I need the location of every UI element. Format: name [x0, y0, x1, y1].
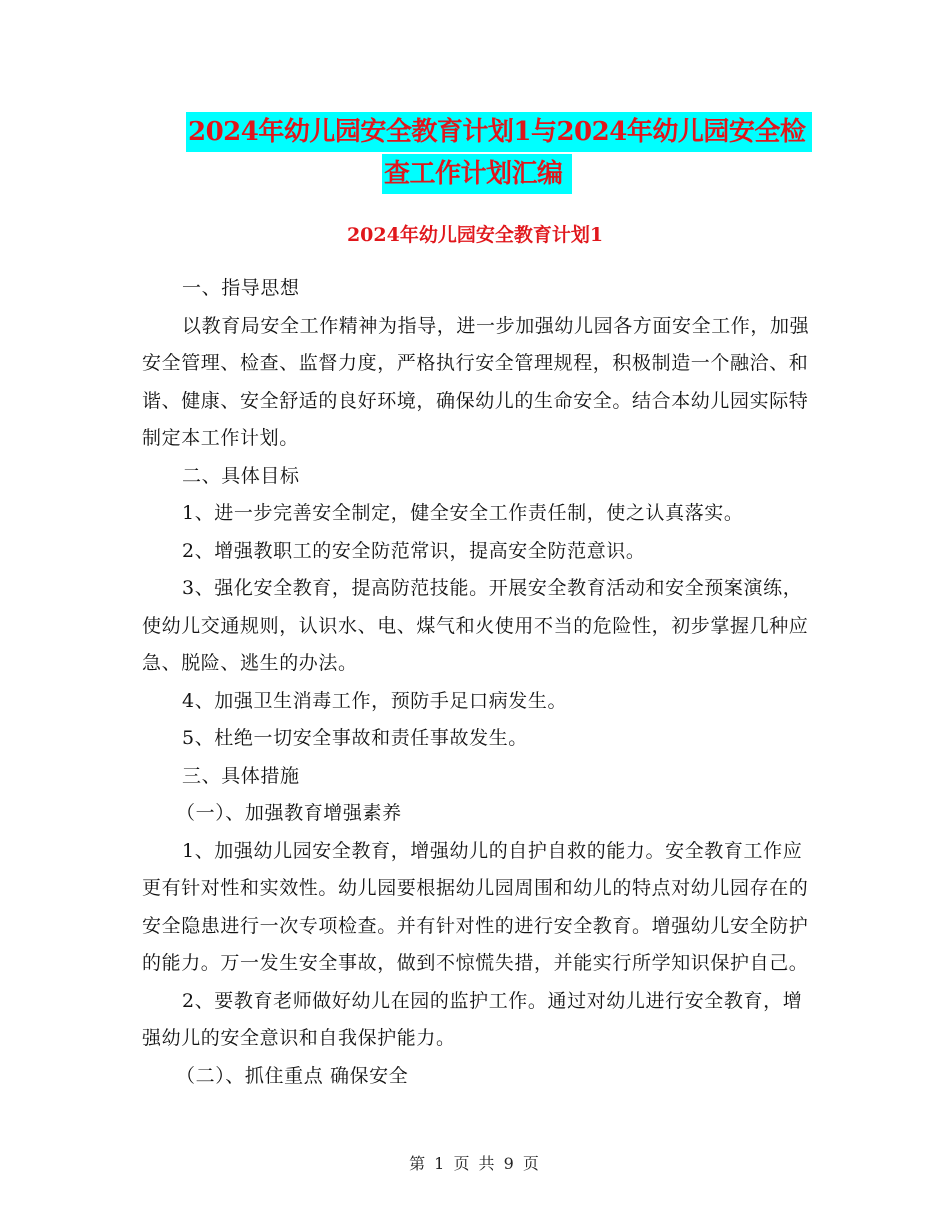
heading-guiding-thought: 一、指导思想 — [182, 277, 300, 299]
heading-specific-goals: 二、具体目标 — [182, 464, 300, 487]
goal-item-5: 5、杜绝一切安全事故和责任事故发生。 — [182, 727, 528, 749]
section-subtitle: 2024年幼儿园安全教育计划1 — [346, 224, 604, 246]
goal-item-2: 2、增强教职工的安全防范常识，提高安全防范意识。 — [182, 539, 646, 562]
goal-item-1: 1、进一步完善安全制定，健全安全工作责任制，使之认真落实。 — [182, 502, 744, 524]
subheading-measure-2: （二）、抓住重点 确保安全 — [176, 1064, 409, 1087]
heading-specific-measures: 三、具体措施 — [182, 764, 300, 787]
paragraph-guiding-thought: 以教育局安全工作精神为指导，进一步加强幼儿园各方面安全工作，加强安全管理、检查、监督力度，严格执行安全管理规程，积极制造一个融洽、和谐、健康、安全舒适的良好环境，确保幼儿的生命安全。结合本幼儿园实际特制定本工作计划。 — [142, 314, 810, 449]
page-number: 第 1 页 共 9 页 — [409, 1154, 541, 1173]
goal-item-4: 4、加强卫生消毒工作，预防手足口病发生。 — [182, 689, 568, 712]
title-line-1: 2024年幼儿园安全教育计划1与2024年幼儿园安全检 — [186, 112, 812, 152]
measure-item-2: 2、要教育老师做好幼儿在园的监护工作。通过对幼儿进行安全教育，增强幼儿的安全意识和自我保护能力。 — [142, 989, 803, 1049]
goal-item-3: 3、强化安全教育，提高防范技能。开展安全教育活动和安全预案演练，使幼儿交通规则，认识水、电、煤气和火使用不当的危险性，初步掌握几种应急、脱险、逃生的办法。 — [142, 577, 809, 674]
subheading-measure-1: （一）、加强教育增强素养 — [176, 802, 402, 824]
document-body — [142, 270, 810, 1095]
title-line-2: 查工作计划汇编 — [382, 154, 572, 194]
measure-item-1: 1、加强幼儿园安全教育，增强幼儿的自护自救的能力。安全教育工作应更有针对性和实效性。幼儿园要根据幼儿园周围和幼儿的特点对幼儿园存在的安全隐患进行一次专项检查。并有针对性的进行安全教育。增强幼儿安全防护的能力。万一发生安全事故，做到不惊慌失措，并能实行所学知识保护自己。 — [142, 839, 809, 974]
